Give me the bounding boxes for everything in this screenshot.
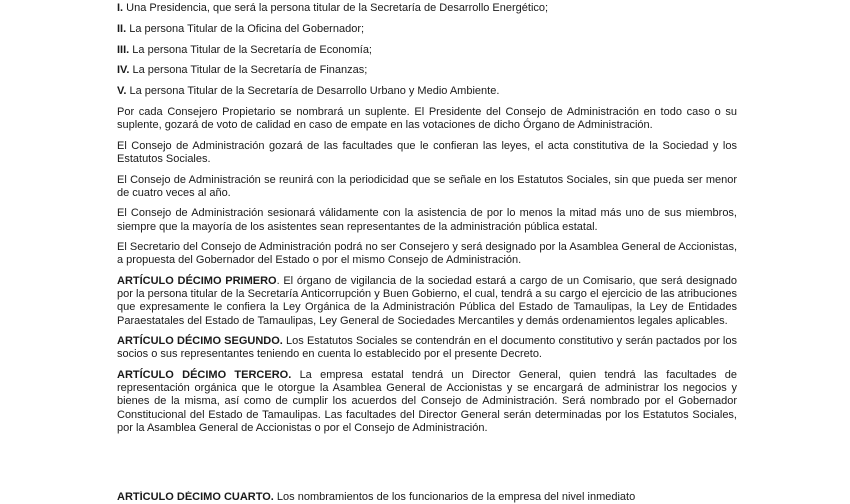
article-eleven	[117, 275, 737, 328]
article-heading: ARTÍCULO DÉCIMO CUARTO.	[117, 491, 274, 503]
article-twelve	[117, 335, 737, 361]
list-item-president	[117, 2, 737, 15]
list-item-finance	[117, 64, 737, 77]
list-item-economy	[117, 44, 737, 57]
list-numeral: III.	[117, 43, 130, 56]
article-text: . El órgano de vigilancia de la sociedad estará a cargo de un Comisario, que será designado por la persona titular de la Secretaría Anticorrupción y Buen Gobierno, el cual, tendrá a su cargo el ejercicio de las atribuciones que expresamente le confiera la Ley Orgánica de la Administración Pública del Estado de Tamaulipas, la Ley de Entidades Paraestatales del Estado de Tamaulipas, Ley General de Sociedades Mercantiles y demás ordenamientos legales aplicables.	[117, 274, 737, 327]
list-numeral: V.	[117, 85, 127, 98]
article-thirteen	[117, 369, 737, 435]
article-heading: ARTÍCULO DÉCIMO TERCERO.	[117, 368, 292, 381]
paragraph-board-powers: El Consejo de Administración gozará de las facultades que le confieran las leyes, el acta constitutiva de la Sociedad y los Estatutos Sociales.	[117, 139, 737, 165]
article-heading: ARTÍCULO DÉCIMO SEGUNDO.	[117, 335, 283, 348]
list-item-urban-development	[117, 85, 737, 98]
article-text: La empresa estatal tendrá un Director General, quien tendrá las facultades de representación orgánica que le otorgue la Asamblea General de Accionistas y se encargará de administrar los negocios y bienes de la misma, así como de cumplir los acuerdos del Consejo de Administración. Será nombrado por el Gobernador Constitucional del Estado de Tamaulipas. Las facultades del Director General serán determinadas por los Estatutos Sociales, por la Asamblea General de Accionistas o por el Consejo de Administración.	[117, 368, 737, 434]
list-item-text: La persona Titular de la Secretaría de Economía;	[129, 43, 372, 56]
list-numeral: IV.	[117, 64, 130, 77]
article-text: Los Estatutos Sociales se contendrán en el documento constitutivo y serán pactados por los socios o sus representantes teniendo en cuenta lo establecido por el presente Decreto.	[117, 335, 737, 361]
article-fourteen-partial	[117, 491, 737, 504]
paragraph-board-meetings: El Consejo de Administración se reunirá con la periodicidad que se señale en los Estatutos Sociales, sin que pueda ser menor de cuatro veces al año.	[117, 173, 737, 199]
list-item-text: La persona Titular de la Secretaría de Finanzas;	[129, 64, 368, 77]
article-heading: ARTÍCULO DÉCIMO PRIMERO	[117, 274, 277, 287]
list-numeral: II.	[117, 22, 127, 35]
list-item-text: La persona Titular de la Secretaría de Desarrollo Urbano y Medio Ambiente.	[126, 85, 500, 98]
document-page	[117, 2, 737, 442]
paragraph-quorum: El Consejo de Administración sesionará válidamente con la asistencia de por lo menos la mitad más uno de sus miembros, siempre que la mayoría de los asistentes sean representantes de la administración pública estatal.	[117, 207, 737, 233]
list-numeral: I.	[117, 2, 124, 14]
paragraph-substitutes: Por cada Consejero Propietario se nombrará un suplente. El Presidente del Consejo de Administración en todo caso o su suplente, gozará de voto de calidad en caso de empate en las votaciones de dicho Órgano de Administración.	[117, 105, 737, 132]
list-item-text: La persona Titular de la Oficina del Gobernador;	[126, 22, 365, 35]
list-item-text: Una Presidencia, que será la persona titular de la Secretaría de Desarrollo Energético;	[123, 2, 549, 14]
list-item-governor-office	[117, 23, 737, 36]
article-text: Los nombramientos de los funcionarios de la empresa del nivel inmediato	[273, 491, 636, 503]
paragraph-board-secretary: El Secretario del Consejo de Administración podrá no ser Consejero y será designado por la Asamblea General de Accionistas, a propuesta del Gobernador del Estado o por el mismo Consejo de Administración.	[117, 241, 737, 267]
